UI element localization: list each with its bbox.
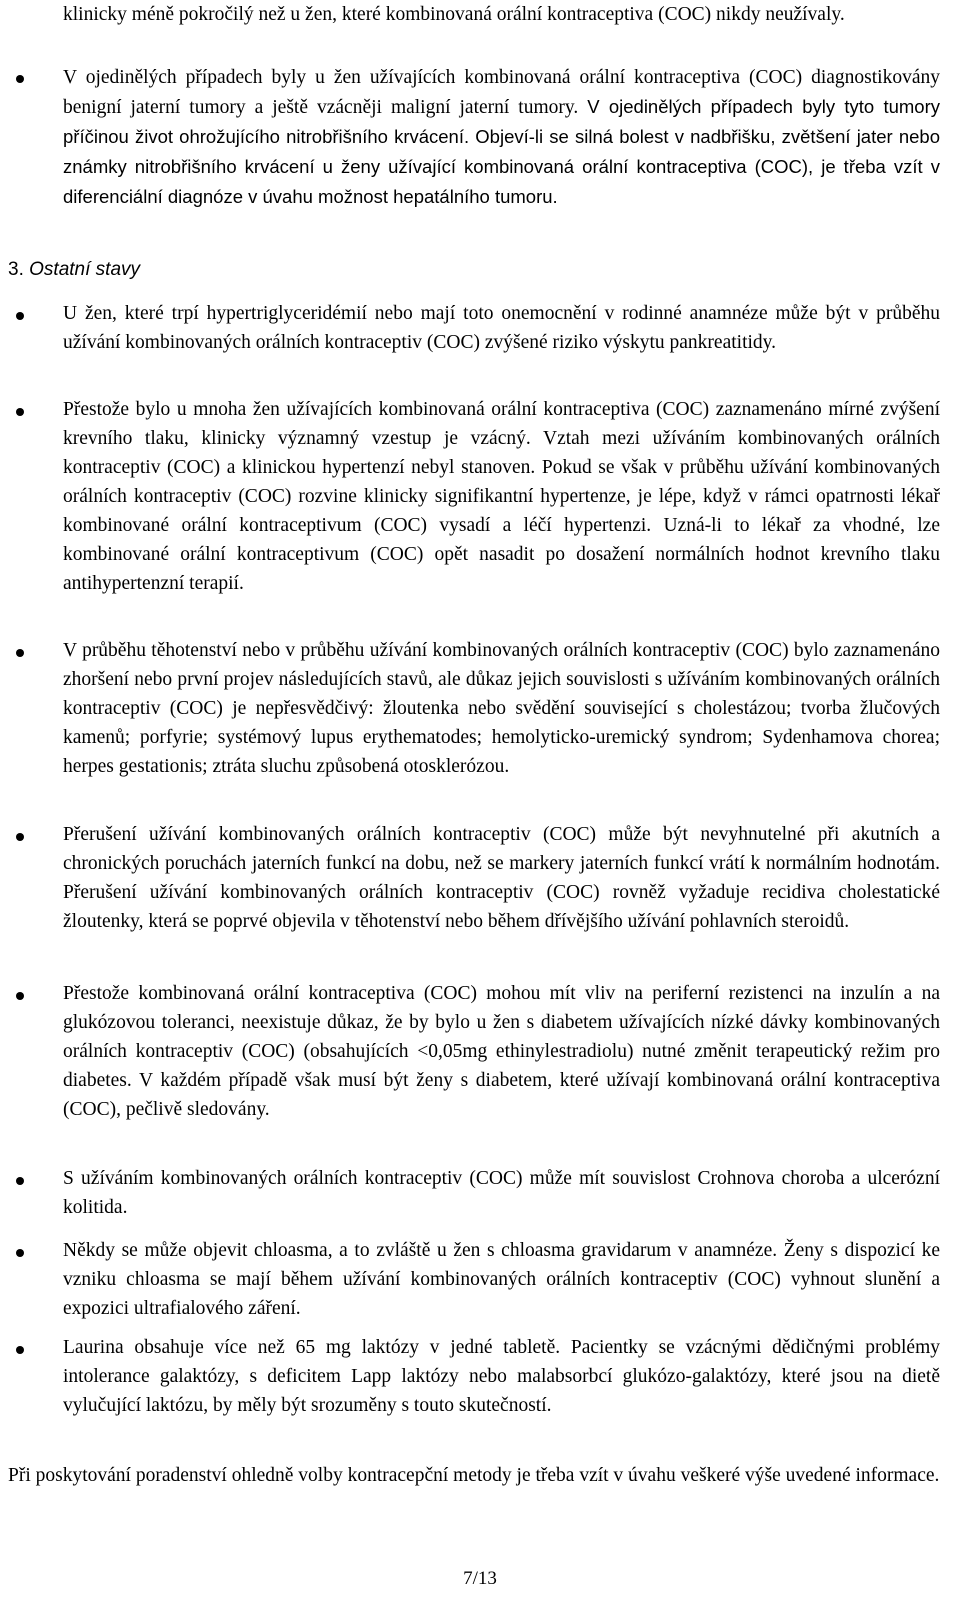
- bullet-dot: [16, 408, 24, 416]
- bullet-dot: [16, 992, 24, 1000]
- bullet-dot: [16, 833, 24, 841]
- list-item: U žen, které trpí hypertriglyceridémií nebo mají toto onemocnění v rodinné anamnéze může být v průběhu užívání kombinovaných orálních kontraceptiv (COC) zvýšené riziko výskytu pankreatitidy.: [63, 303, 940, 353]
- list-item: Laurina obsahuje více než 65 mg laktózy v jedné tabletě. Pacientky se vzácnými dědičnými problémy intolerance galaktózy, s deficitem Lapp laktózy nebo malabsorbcí glukózo-galaktózy, které jsou na dietě vylučující laktózu, by měly být srozuměny s touto skutečností.: [63, 1337, 940, 1416]
- bullet-dot: [16, 1346, 24, 1354]
- list-item: V průběhu těhotenství nebo v průběhu užívání kombinovaných orálních kontraceptiv (COC) bylo zaznamenáno zhoršení nebo první projev následujících stavů, ale důkaz jejich souvislosti s užíváním kombinovaných orálních kontraceptiv (COC) je nepřesvědčivý: žloutenka nebo svědění související s cholestázou; tvorba žlučových kamenů; porfyrie; systémový lupus erythematodes; hemolyticko-uremický syndrom; Sydenhamova chorea; herpes gestationis; ztráta sluchu způsobená otosklerózou.: [63, 640, 940, 777]
- section-number: 3.: [8, 259, 24, 280]
- bullet-dot: [16, 649, 24, 657]
- liver-tumors-bleeding-text: V ojedinělých případech byly tyto tumory příčinou život ohrožujícího nitrobřišního krvácení. Objeví-li se silná bolest v nadbřišku, zvětšení jater nebo známky nitrobřišního krvácení u ženy užívající kombinovaná orální kontraceptiva (COC), je třeba vzít v diferenciální diagnóze v úvahu možnost hepatálního tumoru.: [63, 96, 940, 207]
- bullet-dot: [16, 75, 24, 83]
- bullet-dot: [16, 1249, 24, 1257]
- list-item: Přerušení užívání kombinovaných orálních kontraceptiv (COC) může být nevyhnutelné při akutních a chronických poruchách jaterních funkcí na dobu, než se markery jaterních funkcí vrátí k normálním hodnotám. Přerušení užívání kombinovaných orálních kontraceptiv (COC) rovněž vyžaduje recidiva cholestatické žloutenky, která se poprvé objevila v těhotenství nebo během dřívějšího užívání pohlavních steroidů.: [63, 824, 940, 932]
- bullet-dot: [16, 312, 24, 320]
- list-item: Přestože kombinovaná orální kontraceptiva (COC) mohou mít vliv na periferní rezistenci na inzulín a na glukózovou toleranci, neexistuje důkaz, že by bylo u žen s diabetem užívajících nízké dávky kombinovaných orálních kontraceptiv (COC) (obsahujících <0,05mg ethinylestradiolu) nutné změnit terapeutický režim pro diabetes. V každém případě však musí být ženy s diabetem, které užívají kombinovaná orální kontraceptiva (COC), pečlivě sledovány.: [63, 983, 940, 1120]
- liver-tumors-paragraph: [63, 63, 940, 212]
- list-item: Přestože bylo u mnoha žen užívajících kombinovaná orální kontraceptiva (COC) zaznamenáno mírné zvýšení krevního tlaku, klinicky významný vzestup je vzácný. Vztah mezi užíváním kombinovaných orálních kontraceptiv (COC) a klinickou hypertenzí nebyl stanoven. Pokud se však v průběhu užívání kombinovaných orálních kontraceptiv (COC) rozvine klinicky signifikantní hypertenze, je lépe, když v rámci opatrnosti lékař kombinované orální kontraceptivum (COC) vysadí a léčí hypertenzi. Uzná-li to lékař za vhodné, lze kombinované orální kontraceptivum (COC) opět nasadit po dosažení normálních hodnot krevního tlaku antihypertenzní terapií.: [63, 399, 940, 594]
- list-item: Někdy se může objevit chloasma, a to zvláště u žen s chloasma gravidarum v anamnéze. Ženy s dispozicí ke vzniku chloasma se mají během užívání kombinovaných orálních kontraceptiv (COC) vyhnout slunění a expozici ultrafialového záření.: [63, 1240, 940, 1319]
- list-item: S užíváním kombinovaných orálních kontraceptiv (COC) může mít souvislost Crohnova choroba a ulcerózní kolitida.: [63, 1168, 940, 1218]
- section-heading: [8, 255, 140, 284]
- page-number: 7/13: [463, 1568, 497, 1589]
- intro-continuation: klinicky méně pokročilý než u žen, které kombinovaná orální kontraceptiva (COC) nikdy neužívaly.: [63, 4, 845, 25]
- closing-paragraph: Při poskytování poradenství ohledně volby kontracepční metody je třeba vzít v úvahu veškeré výše uvedené informace.: [8, 1465, 940, 1486]
- bullet-dot: [16, 1177, 24, 1185]
- liver-tumors-text: V ojedinělých případech byly u žen užívajících kombinovaná orální kontraceptiva (COC) diagnostikovány benigní jaterní tumory a ještě vzácněji maligní jaterní tumory.: [63, 67, 940, 118]
- section-title: Ostatní stavy: [29, 259, 141, 280]
